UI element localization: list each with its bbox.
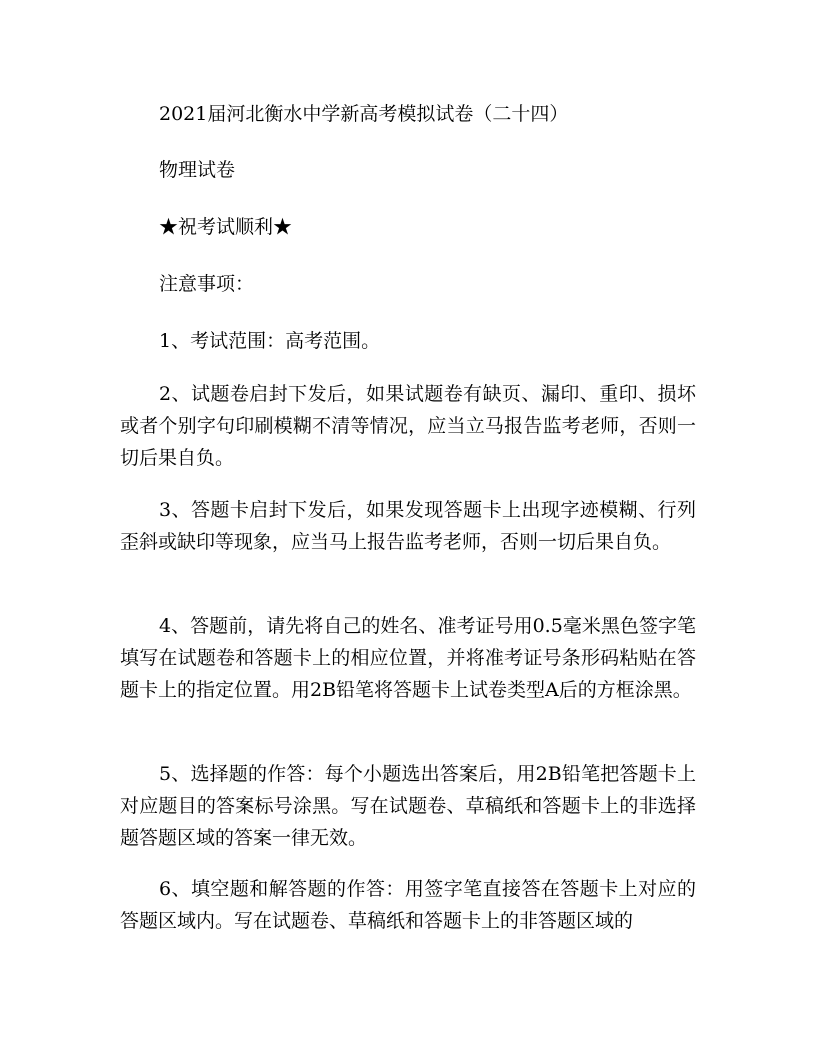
notice-item-3: 3、答题卡启封下发后，如果发现答题卡上出现字迹模糊、行列歪斜或缺印等现象，应当马上报告监考老师，否则一切后果自负。 bbox=[120, 499, 696, 553]
document-title: 2021届河北衡水中学新高考模拟试卷（二十四） bbox=[159, 103, 569, 125]
notice-item-1: 1、考试范围：高考范围。 bbox=[159, 330, 381, 352]
notice-item-2: 2、试题卷启封下发后，如果试题卷有缺页、漏印、重印、损坏或者个别字句印刷模糊不清等情况，应当立马报告监考老师，否则一切后果自负。 bbox=[120, 383, 696, 469]
notice-item-4: 4、答题前，请先将自己的姓名、准考证号用0.5毫米黑色签字笔填写在试题卷和答题卡上的相应位置，并将准考证号条形码粘贴在答题卡上的指定位置。用2B铅笔将答题卡上试卷类型A后的方框涂黑。 bbox=[120, 615, 696, 701]
notice-item-5: 5、选择题的作答：每个小题选出答案后，用2B铅笔把答题卡上对应题目的答案标号涂黑。写在试题卷、草稿纸和答题卡上的非选择题答题区域的答案一律无效。 bbox=[120, 763, 696, 849]
notice-heading: 注意事项： bbox=[159, 273, 255, 295]
blessing-line: ★祝考试顺利★ bbox=[159, 216, 293, 238]
subject-line: 物理试卷 bbox=[159, 159, 236, 181]
notice-item-6: 6、填空题和解答题的作答：用签字笔直接答在答题卡上对应的答题区域内。写在试题卷、草稿纸和答题卡上的非答题区域的 bbox=[120, 878, 696, 932]
